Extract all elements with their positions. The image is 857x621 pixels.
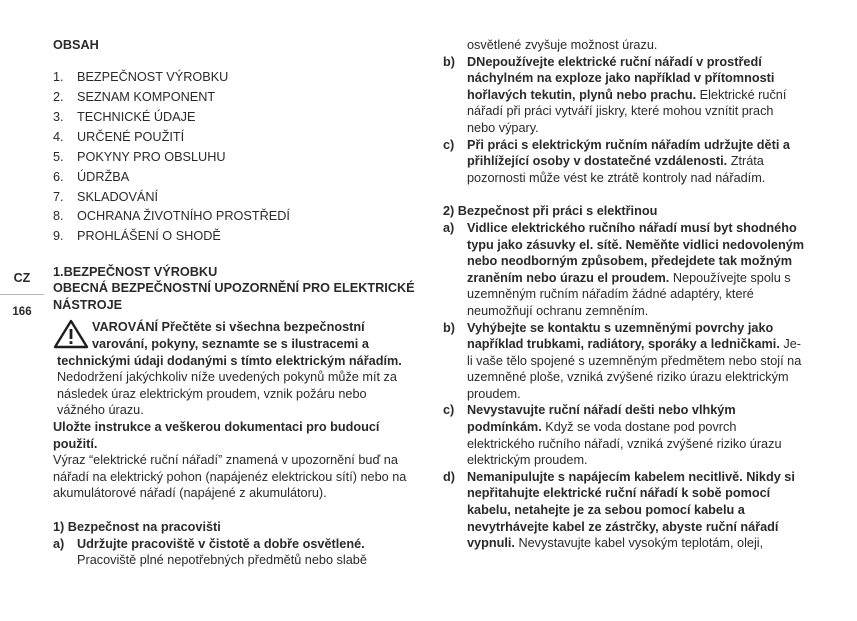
toc-item[interactable] <box>53 227 418 247</box>
item-body <box>467 469 805 552</box>
list-item <box>443 54 805 137</box>
section-title <box>53 264 418 314</box>
keep-instructions: Uložte instrukce a veškerou dokumentaci pro budoucí použití. <box>53 419 380 451</box>
item-label: a) <box>443 220 455 235</box>
toc-item-label: URČENÉ POUŽITÍ <box>77 129 185 144</box>
item-label: c) <box>443 137 455 152</box>
workplace-safety-title: 1) Bezpečnost na pracovišti <box>53 519 221 534</box>
item-bold: Udržujte pracoviště v čistotě a dobře osvětlené. <box>77 536 365 551</box>
toc-item-label: ÚDRŽBA <box>77 169 130 184</box>
section-title-line2: OBECNÁ BEZPEČNOSTNÍ UPOZORNĚNÍ PRO ELEKTRICKÉ NÁSTROJE <box>53 281 415 312</box>
toc-item[interactable] <box>53 127 418 147</box>
item-bold: Nevystavujte ruční nářadí dešti nebo vlhkým podmínkám. <box>467 403 736 435</box>
item-bold: Při práci s elektrickým ručním nářadím udržujte děti a přihlížející osoby v dostatečné vzdálenosti. <box>467 137 790 169</box>
item-text: Nevystavujte kabel vysokým teplotám, oleji, <box>514 536 764 551</box>
toc-item[interactable] <box>53 167 418 187</box>
table-of-contents <box>53 68 418 247</box>
section-title-line1: 1.BEZPEČNOST VÝROBKU <box>53 264 218 279</box>
list-item <box>443 469 805 552</box>
item-body <box>467 220 805 320</box>
warning-bold: VAROVÁNÍ Přečtěte si všechna bezpečnostní varování, pokyny, seznamte se s ilustracemi a technickými údaji dodanými s tímto elektrickým nářadím. <box>57 320 402 368</box>
toc-item[interactable] <box>53 87 418 107</box>
item-body <box>77 536 418 569</box>
list-item <box>443 137 805 187</box>
sidebar-divider <box>0 294 44 295</box>
item-text: Elektrické ruční nářadí při práci vytváří jiskry, které mohou vznítit prach nebo výpary. <box>467 87 787 135</box>
toc-item[interactable] <box>53 107 418 127</box>
item-label: b) <box>443 320 455 335</box>
toc-item-number: 6. <box>53 169 64 184</box>
list-item <box>53 536 418 569</box>
item-label: b) <box>443 54 455 69</box>
toc-item-label: OCHRANA ŽIVOTNÍHO PROSTŘEDÍ <box>77 209 290 224</box>
item-continuation: osvětlené zvyšuje možnost úrazu. <box>467 38 658 52</box>
toc-item-label: TECHNICKÉ ÚDAJE <box>77 110 196 125</box>
item-body <box>467 54 805 137</box>
toc-item-label: POKYNY PRO OBSLUHU <box>77 149 226 164</box>
toc-item-number: 8. <box>53 209 64 224</box>
toc-item-number: 9. <box>53 229 64 244</box>
item-bold: Vidlice elektrického ručního nářadí musí byt shodného typu jako zásuvky el. sítě. Neměňte vidlici nedovoleným nebo neodborným způsobem, předejdete tak možným zraněním nebo úrazu el proudem. <box>467 220 805 285</box>
toc-item-number: 1. <box>53 70 64 85</box>
item-label: a) <box>53 536 65 551</box>
toc-item-label: SKLADOVÁNÍ <box>77 189 159 204</box>
toc-item-label: BEZPEČNOST VÝROBKU <box>77 70 229 85</box>
warning-text <box>53 319 418 419</box>
page-number: 166 <box>12 306 32 318</box>
list-item <box>443 320 805 403</box>
item-body <box>467 137 805 187</box>
right-column <box>443 37 805 552</box>
item-label: c) <box>443 403 455 418</box>
toc-item[interactable] <box>53 147 418 167</box>
toc-item-number: 4. <box>53 129 64 144</box>
toc-item-number: 2. <box>53 90 64 105</box>
list-item <box>443 220 805 320</box>
item-body <box>467 402 805 468</box>
toc-item-number: 5. <box>53 149 64 164</box>
definition-text: Výraz “elektrické ruční nářadí” znamená v upozornění buď na nářadí na elektrický pohon (napájenéz elektrickou sítí) nebo na akumulátorové nářadí (napájené z akumulátoru). <box>53 453 407 501</box>
warning-body: Nedodržení jakýchkoliv níže uvedených pokynů může mít za následek úraz elektrickým proudem, vznik požáru nebo vážného úrazu. <box>57 370 397 418</box>
list-item <box>443 402 805 468</box>
toc-item[interactable] <box>53 187 418 207</box>
item-bold: DNepoužívejte elektrické ruční nářadí v prostředí náchylném na exploze jako například v přítomnosti hořlavých tekutin, plynů nebo prachu. <box>467 54 775 102</box>
warning-block <box>53 319 418 502</box>
item-bold: Vyhýbejte se kontaktu s uzemněnými povrchy jako například trubkami, radiátory, sporáky a ledničkami. <box>467 320 780 352</box>
toc-item-number: 3. <box>53 110 64 125</box>
item-text: Když se voda dostane pod povrch elektrického ručního nářadí, vzniká zvýšené riziko úrazu elektrickým proudem. <box>467 420 782 468</box>
item-body <box>467 320 805 403</box>
item-text: Nepoužívejte spolu s uzemněným ručním nářadím žádné adaptéry, které neumožňují ochranu zemněním. <box>467 270 791 318</box>
item-text: Je-li vaše tělo spojené s uzemněným předmětem nebo stojí na uzemněné ploše, vzniká zvýšené riziko úrazu elektrickým proudem. <box>467 337 802 401</box>
electrical-safety-title: 2) Bezpečnost při práci s elektřinou <box>443 204 658 219</box>
item-text: Pracoviště plné nepotřebných předmětů nebo slabě <box>77 553 367 568</box>
toc-item[interactable] <box>53 207 418 227</box>
left-column <box>53 37 418 569</box>
toc-item[interactable] <box>53 68 418 88</box>
toc-item-number: 7. <box>53 189 64 204</box>
language-code: CZ <box>13 271 31 285</box>
warning-triangle-icon <box>53 319 89 349</box>
toc-item-label: PROHLÁŠENÍ O SHODĚ <box>77 229 221 244</box>
item-text: Ztráta pozornosti může vést ke ztrátě kontroly nad nářadím. <box>467 154 766 185</box>
toc-item-label: SEZNAM KOMPONENT <box>77 90 216 105</box>
item-bold: Nemanipulujte s napájecím kabelem necitlivě. Nikdy si nepřitahujte elektrické ruční nářadí k sobě pomocí kabelu, netahejte je za sebou pomocí kabelu a nevytrhávejte kabel ze zástrčky, abyste ruční nářadí vypnuli. <box>467 469 795 551</box>
toc-title: OBSAH <box>53 38 99 52</box>
item-label: d) <box>443 469 455 484</box>
